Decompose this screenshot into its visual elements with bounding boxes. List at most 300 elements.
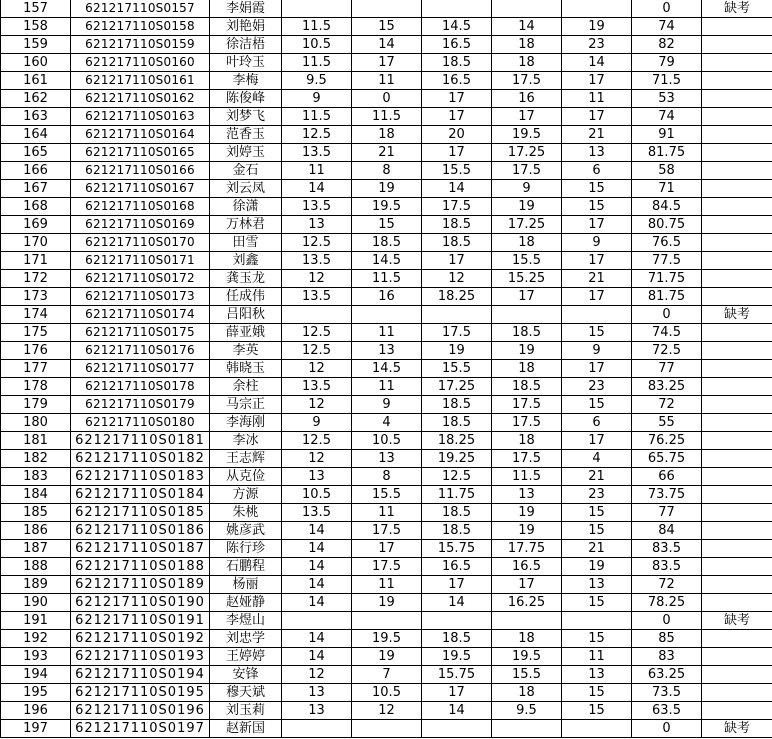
- row-number-cell[interactable]: 173: [1, 288, 71, 306]
- score-2-cell[interactable]: 4: [352, 414, 422, 432]
- student-name-cell[interactable]: 徐潇: [210, 198, 282, 216]
- score-2-cell[interactable]: 8: [352, 162, 422, 180]
- score-1-cell[interactable]: 12.5: [282, 324, 352, 342]
- score-3-cell[interactable]: [422, 720, 492, 738]
- score-2-cell[interactable]: 19.5: [352, 198, 422, 216]
- score-2-cell[interactable]: 17.5: [352, 558, 422, 576]
- row-number-cell[interactable]: 163: [1, 108, 71, 126]
- student-id-cell[interactable]: 621217110S0181: [71, 432, 210, 450]
- score-1-cell[interactable]: 13.5: [282, 288, 352, 306]
- student-name-cell[interactable]: 赵娅静: [210, 594, 282, 612]
- total-score-cell[interactable]: 77: [632, 504, 702, 522]
- score-5-cell[interactable]: 15: [562, 594, 632, 612]
- remark-cell[interactable]: [702, 144, 772, 162]
- score-1-cell[interactable]: 14: [282, 180, 352, 198]
- score-5-cell[interactable]: 15: [562, 396, 632, 414]
- student-id-cell[interactable]: 621217110S0159: [71, 36, 210, 54]
- row-number-cell[interactable]: 162: [1, 90, 71, 108]
- row-number-cell[interactable]: 171: [1, 252, 71, 270]
- score-1-cell[interactable]: [282, 720, 352, 738]
- student-id-cell[interactable]: 621217110S0158: [71, 18, 210, 36]
- score-5-cell[interactable]: 15: [562, 630, 632, 648]
- row-number-cell[interactable]: 181: [1, 432, 71, 450]
- score-4-cell[interactable]: 17.25: [492, 144, 562, 162]
- score-1-cell[interactable]: 12: [282, 270, 352, 288]
- score-2-cell[interactable]: 14.5: [352, 252, 422, 270]
- score-3-cell[interactable]: 19.5: [422, 648, 492, 666]
- remark-cell[interactable]: [702, 450, 772, 468]
- score-3-cell[interactable]: 17: [422, 252, 492, 270]
- score-4-cell[interactable]: 15.5: [492, 666, 562, 684]
- score-4-cell[interactable]: 17.5: [492, 72, 562, 90]
- score-5-cell[interactable]: 6: [562, 414, 632, 432]
- score-4-cell[interactable]: 17.5: [492, 396, 562, 414]
- student-id-cell[interactable]: 621217110S0197: [71, 720, 210, 738]
- score-1-cell[interactable]: 13.5: [282, 252, 352, 270]
- score-4-cell[interactable]: 13: [492, 486, 562, 504]
- remark-cell[interactable]: [702, 108, 772, 126]
- remark-cell[interactable]: [702, 36, 772, 54]
- total-score-cell[interactable]: 0: [632, 720, 702, 738]
- row-number-cell[interactable]: 193: [1, 648, 71, 666]
- student-id-cell[interactable]: 621217110S0180: [71, 414, 210, 432]
- score-1-cell[interactable]: 13.5: [282, 378, 352, 396]
- student-id-cell[interactable]: 621217110S0173: [71, 288, 210, 306]
- score-5-cell[interactable]: 15: [562, 180, 632, 198]
- score-2-cell[interactable]: 14.5: [352, 360, 422, 378]
- row-number-cell[interactable]: 174: [1, 306, 71, 324]
- score-4-cell[interactable]: 18: [492, 630, 562, 648]
- score-2-cell[interactable]: 11: [352, 72, 422, 90]
- score-3-cell[interactable]: 19.25: [422, 450, 492, 468]
- student-name-cell[interactable]: 方源: [210, 486, 282, 504]
- score-4-cell[interactable]: 18.5: [492, 324, 562, 342]
- score-5-cell[interactable]: 15: [562, 702, 632, 720]
- remark-cell[interactable]: [702, 216, 772, 234]
- score-5-cell[interactable]: 17: [562, 288, 632, 306]
- score-3-cell[interactable]: 12.5: [422, 468, 492, 486]
- student-name-cell[interactable]: 薛亚娥: [210, 324, 282, 342]
- score-4-cell[interactable]: 9: [492, 180, 562, 198]
- score-4-cell[interactable]: 16.25: [492, 594, 562, 612]
- remark-cell[interactable]: [702, 486, 772, 504]
- remark-cell[interactable]: [702, 576, 772, 594]
- score-5-cell[interactable]: 15: [562, 684, 632, 702]
- score-1-cell[interactable]: 11.5: [282, 108, 352, 126]
- score-4-cell[interactable]: 9.5: [492, 702, 562, 720]
- score-1-cell[interactable]: 13: [282, 216, 352, 234]
- row-number-cell[interactable]: 168: [1, 198, 71, 216]
- student-name-cell[interactable]: 陈俊峰: [210, 90, 282, 108]
- score-4-cell[interactable]: 17.5: [492, 450, 562, 468]
- row-number-cell[interactable]: 184: [1, 486, 71, 504]
- remark-cell[interactable]: [702, 378, 772, 396]
- row-number-cell[interactable]: 179: [1, 396, 71, 414]
- total-score-cell[interactable]: 63.25: [632, 666, 702, 684]
- student-name-cell[interactable]: 李海刚: [210, 414, 282, 432]
- score-3-cell[interactable]: 15.75: [422, 540, 492, 558]
- remark-cell[interactable]: [702, 324, 772, 342]
- score-3-cell[interactable]: 18.5: [422, 522, 492, 540]
- score-4-cell[interactable]: 15.5: [492, 252, 562, 270]
- total-score-cell[interactable]: 77.5: [632, 252, 702, 270]
- score-1-cell[interactable]: 12: [282, 450, 352, 468]
- score-1-cell[interactable]: [282, 612, 352, 630]
- remark-cell[interactable]: [702, 594, 772, 612]
- score-1-cell[interactable]: 13: [282, 684, 352, 702]
- score-1-cell[interactable]: 11: [282, 162, 352, 180]
- score-2-cell[interactable]: 11: [352, 576, 422, 594]
- score-2-cell[interactable]: 11: [352, 378, 422, 396]
- score-5-cell[interactable]: 17: [562, 432, 632, 450]
- score-2-cell[interactable]: 13: [352, 342, 422, 360]
- score-4-cell[interactable]: 17.5: [492, 414, 562, 432]
- score-4-cell[interactable]: 17.25: [492, 216, 562, 234]
- score-4-cell[interactable]: 18: [492, 432, 562, 450]
- score-1-cell[interactable]: 10.5: [282, 36, 352, 54]
- total-score-cell[interactable]: 71.5: [632, 72, 702, 90]
- student-name-cell[interactable]: 刘艳娟: [210, 18, 282, 36]
- total-score-cell[interactable]: 77: [632, 360, 702, 378]
- student-id-cell[interactable]: 621217110S0162: [71, 90, 210, 108]
- score-4-cell[interactable]: 17.5: [492, 162, 562, 180]
- row-number-cell[interactable]: 180: [1, 414, 71, 432]
- row-number-cell[interactable]: 160: [1, 54, 71, 72]
- remark-cell[interactable]: [702, 630, 772, 648]
- score-1-cell[interactable]: [282, 306, 352, 324]
- row-number-cell[interactable]: 172: [1, 270, 71, 288]
- student-id-cell[interactable]: 621217110S0190: [71, 594, 210, 612]
- score-1-cell[interactable]: 14: [282, 648, 352, 666]
- total-score-cell[interactable]: 83.5: [632, 558, 702, 576]
- row-number-cell[interactable]: 158: [1, 18, 71, 36]
- student-name-cell[interactable]: 韩晓玉: [210, 360, 282, 378]
- student-name-cell[interactable]: 马宗正: [210, 396, 282, 414]
- student-id-cell[interactable]: 621217110S0166: [71, 162, 210, 180]
- score-3-cell[interactable]: 16.5: [422, 36, 492, 54]
- row-number-cell[interactable]: 169: [1, 216, 71, 234]
- row-number-cell[interactable]: 186: [1, 522, 71, 540]
- score-1-cell[interactable]: 13.5: [282, 504, 352, 522]
- score-5-cell[interactable]: 21: [562, 126, 632, 144]
- score-3-cell[interactable]: 17: [422, 684, 492, 702]
- score-2-cell[interactable]: [352, 0, 422, 18]
- total-score-cell[interactable]: 0: [632, 0, 702, 18]
- row-number-cell[interactable]: 194: [1, 666, 71, 684]
- score-5-cell[interactable]: [562, 0, 632, 18]
- score-1-cell[interactable]: 12: [282, 666, 352, 684]
- row-number-cell[interactable]: 188: [1, 558, 71, 576]
- remark-cell[interactable]: [702, 162, 772, 180]
- student-id-cell[interactable]: 621217110S0160: [71, 54, 210, 72]
- student-name-cell[interactable]: 王志辉: [210, 450, 282, 468]
- score-2-cell[interactable]: 17.5: [352, 522, 422, 540]
- score-1-cell[interactable]: 9: [282, 90, 352, 108]
- remark-cell[interactable]: [702, 648, 772, 666]
- student-name-cell[interactable]: 万林君: [210, 216, 282, 234]
- score-2-cell[interactable]: 19: [352, 594, 422, 612]
- score-5-cell[interactable]: 17: [562, 252, 632, 270]
- score-5-cell[interactable]: 13: [562, 666, 632, 684]
- student-name-cell[interactable]: 范香玉: [210, 126, 282, 144]
- student-name-cell[interactable]: 从克俭: [210, 468, 282, 486]
- score-5-cell[interactable]: 15: [562, 198, 632, 216]
- score-2-cell[interactable]: 11: [352, 504, 422, 522]
- row-number-cell[interactable]: 170: [1, 234, 71, 252]
- score-2-cell[interactable]: 7: [352, 666, 422, 684]
- score-2-cell[interactable]: 16: [352, 288, 422, 306]
- total-score-cell[interactable]: 53: [632, 90, 702, 108]
- student-id-cell[interactable]: 621217110S0177: [71, 360, 210, 378]
- row-number-cell[interactable]: 190: [1, 594, 71, 612]
- score-2-cell[interactable]: 17: [352, 540, 422, 558]
- remark-cell[interactable]: 缺考: [702, 0, 772, 18]
- score-2-cell[interactable]: 11.5: [352, 270, 422, 288]
- score-4-cell[interactable]: [492, 0, 562, 18]
- score-4-cell[interactable]: 18: [492, 234, 562, 252]
- score-2-cell[interactable]: 19.5: [352, 630, 422, 648]
- score-5-cell[interactable]: 23: [562, 36, 632, 54]
- student-name-cell[interactable]: 金石: [210, 162, 282, 180]
- score-1-cell[interactable]: 13: [282, 702, 352, 720]
- score-5-cell[interactable]: 6: [562, 162, 632, 180]
- total-score-cell[interactable]: 0: [632, 306, 702, 324]
- total-score-cell[interactable]: 83.25: [632, 378, 702, 396]
- score-4-cell[interactable]: [492, 306, 562, 324]
- total-score-cell[interactable]: 78.25: [632, 594, 702, 612]
- student-id-cell[interactable]: 621217110S0157: [71, 0, 210, 18]
- score-3-cell[interactable]: [422, 306, 492, 324]
- row-number-cell[interactable]: 192: [1, 630, 71, 648]
- score-3-cell[interactable]: 14: [422, 180, 492, 198]
- score-1-cell[interactable]: [282, 0, 352, 18]
- total-score-cell[interactable]: 74: [632, 18, 702, 36]
- total-score-cell[interactable]: 80.75: [632, 216, 702, 234]
- score-2-cell[interactable]: 15.5: [352, 486, 422, 504]
- score-3-cell[interactable]: 15.5: [422, 162, 492, 180]
- remark-cell[interactable]: 缺考: [702, 612, 772, 630]
- score-1-cell[interactable]: 14: [282, 576, 352, 594]
- score-1-cell[interactable]: 14: [282, 630, 352, 648]
- remark-cell[interactable]: [702, 684, 772, 702]
- total-score-cell[interactable]: 84.5: [632, 198, 702, 216]
- student-id-cell[interactable]: 621217110S0174: [71, 306, 210, 324]
- score-5-cell[interactable]: [562, 306, 632, 324]
- row-number-cell[interactable]: 177: [1, 360, 71, 378]
- student-id-cell[interactable]: 621217110S0184: [71, 486, 210, 504]
- score-2-cell[interactable]: 18.5: [352, 234, 422, 252]
- score-5-cell[interactable]: 13: [562, 144, 632, 162]
- student-name-cell[interactable]: 姚彦武: [210, 522, 282, 540]
- total-score-cell[interactable]: 0: [632, 612, 702, 630]
- score-5-cell[interactable]: 19: [562, 18, 632, 36]
- remark-cell[interactable]: [702, 414, 772, 432]
- student-name-cell[interactable]: 石鹏程: [210, 558, 282, 576]
- score-5-cell[interactable]: 23: [562, 378, 632, 396]
- score-1-cell[interactable]: 12.5: [282, 234, 352, 252]
- score-4-cell[interactable]: 19.5: [492, 648, 562, 666]
- total-score-cell[interactable]: 66: [632, 468, 702, 486]
- score-4-cell[interactable]: 17: [492, 576, 562, 594]
- score-4-cell[interactable]: 18: [492, 54, 562, 72]
- score-1-cell[interactable]: 12.5: [282, 432, 352, 450]
- score-2-cell[interactable]: 21: [352, 144, 422, 162]
- score-4-cell[interactable]: 14: [492, 18, 562, 36]
- student-name-cell[interactable]: 李梅: [210, 72, 282, 90]
- row-number-cell[interactable]: 166: [1, 162, 71, 180]
- score-5-cell[interactable]: 14: [562, 54, 632, 72]
- student-id-cell[interactable]: 621217110S0182: [71, 450, 210, 468]
- score-3-cell[interactable]: [422, 612, 492, 630]
- score-1-cell[interactable]: 14: [282, 540, 352, 558]
- student-id-cell[interactable]: 621217110S0168: [71, 198, 210, 216]
- score-1-cell[interactable]: 13: [282, 468, 352, 486]
- student-id-cell[interactable]: 621217110S0170: [71, 234, 210, 252]
- student-id-cell[interactable]: 621217110S0178: [71, 378, 210, 396]
- remark-cell[interactable]: 缺考: [702, 720, 772, 738]
- student-name-cell[interactable]: 李冰: [210, 432, 282, 450]
- remark-cell[interactable]: [702, 540, 772, 558]
- student-name-cell[interactable]: 余柱: [210, 378, 282, 396]
- student-id-cell[interactable]: 621217110S0186: [71, 522, 210, 540]
- score-1-cell[interactable]: 14: [282, 558, 352, 576]
- score-3-cell[interactable]: 14: [422, 594, 492, 612]
- student-name-cell[interactable]: 刘鑫: [210, 252, 282, 270]
- student-id-cell[interactable]: 621217110S0164: [71, 126, 210, 144]
- remark-cell[interactable]: [702, 360, 772, 378]
- score-4-cell[interactable]: [492, 720, 562, 738]
- remark-cell[interactable]: [702, 18, 772, 36]
- score-3-cell[interactable]: 18.5: [422, 504, 492, 522]
- total-score-cell[interactable]: 72: [632, 396, 702, 414]
- score-4-cell[interactable]: 16.5: [492, 558, 562, 576]
- score-4-cell[interactable]: 15.25: [492, 270, 562, 288]
- score-4-cell[interactable]: 18: [492, 684, 562, 702]
- student-id-cell[interactable]: 621217110S0161: [71, 72, 210, 90]
- total-score-cell[interactable]: 79: [632, 54, 702, 72]
- remark-cell[interactable]: [702, 504, 772, 522]
- remark-cell[interactable]: [702, 126, 772, 144]
- score-1-cell[interactable]: 12: [282, 396, 352, 414]
- total-score-cell[interactable]: 83: [632, 648, 702, 666]
- score-5-cell[interactable]: 15: [562, 522, 632, 540]
- remark-cell[interactable]: [702, 702, 772, 720]
- score-2-cell[interactable]: [352, 720, 422, 738]
- score-5-cell[interactable]: 9: [562, 234, 632, 252]
- score-3-cell[interactable]: 17: [422, 144, 492, 162]
- remark-cell[interactable]: [702, 522, 772, 540]
- score-4-cell[interactable]: 17.75: [492, 540, 562, 558]
- total-score-cell[interactable]: 81.75: [632, 288, 702, 306]
- score-4-cell[interactable]: 19: [492, 504, 562, 522]
- score-5-cell[interactable]: [562, 720, 632, 738]
- score-3-cell[interactable]: 17: [422, 108, 492, 126]
- total-score-cell[interactable]: 73.75: [632, 486, 702, 504]
- total-score-cell[interactable]: 58: [632, 162, 702, 180]
- score-1-cell[interactable]: 9.5: [282, 72, 352, 90]
- remark-cell[interactable]: [702, 558, 772, 576]
- score-3-cell[interactable]: 15.75: [422, 666, 492, 684]
- student-id-cell[interactable]: 621217110S0189: [71, 576, 210, 594]
- remark-cell[interactable]: [702, 468, 772, 486]
- student-name-cell[interactable]: 龚玉龙: [210, 270, 282, 288]
- total-score-cell[interactable]: 71.75: [632, 270, 702, 288]
- score-5-cell[interactable]: 15: [562, 324, 632, 342]
- student-id-cell[interactable]: 621217110S0196: [71, 702, 210, 720]
- score-2-cell[interactable]: 15: [352, 216, 422, 234]
- total-score-cell[interactable]: 83.5: [632, 540, 702, 558]
- remark-cell[interactable]: [702, 198, 772, 216]
- score-5-cell[interactable]: 17: [562, 72, 632, 90]
- student-id-cell[interactable]: 621217110S0187: [71, 540, 210, 558]
- student-name-cell[interactable]: 赵新国: [210, 720, 282, 738]
- total-score-cell[interactable]: 72.5: [632, 342, 702, 360]
- row-number-cell[interactable]: 187: [1, 540, 71, 558]
- remark-cell[interactable]: [702, 234, 772, 252]
- student-name-cell[interactable]: 李英: [210, 342, 282, 360]
- score-2-cell[interactable]: [352, 612, 422, 630]
- student-id-cell[interactable]: 621217110S0179: [71, 396, 210, 414]
- score-2-cell[interactable]: 17: [352, 54, 422, 72]
- score-3-cell[interactable]: 12: [422, 270, 492, 288]
- total-score-cell[interactable]: 76.25: [632, 432, 702, 450]
- total-score-cell[interactable]: 55: [632, 414, 702, 432]
- score-5-cell[interactable]: [562, 612, 632, 630]
- student-name-cell[interactable]: 朱桃: [210, 504, 282, 522]
- student-id-cell[interactable]: 621217110S0167: [71, 180, 210, 198]
- remark-cell[interactable]: [702, 288, 772, 306]
- student-id-cell[interactable]: 621217110S0192: [71, 630, 210, 648]
- remark-cell[interactable]: [702, 72, 772, 90]
- score-5-cell[interactable]: 13: [562, 576, 632, 594]
- score-4-cell[interactable]: 18: [492, 360, 562, 378]
- row-number-cell[interactable]: 185: [1, 504, 71, 522]
- score-2-cell[interactable]: 19: [352, 180, 422, 198]
- student-id-cell[interactable]: 621217110S0183: [71, 468, 210, 486]
- score-4-cell[interactable]: 17: [492, 108, 562, 126]
- student-name-cell[interactable]: 王婷婷: [210, 648, 282, 666]
- student-name-cell[interactable]: 刘玉莉: [210, 702, 282, 720]
- score-2-cell[interactable]: 11.5: [352, 108, 422, 126]
- score-2-cell[interactable]: 13: [352, 450, 422, 468]
- remark-cell[interactable]: [702, 180, 772, 198]
- score-5-cell[interactable]: 21: [562, 540, 632, 558]
- score-2-cell[interactable]: 10.5: [352, 432, 422, 450]
- total-score-cell[interactable]: 73.5: [632, 684, 702, 702]
- score-3-cell[interactable]: [422, 0, 492, 18]
- score-4-cell[interactable]: 18.5: [492, 378, 562, 396]
- score-5-cell[interactable]: 15: [562, 504, 632, 522]
- row-number-cell[interactable]: 195: [1, 684, 71, 702]
- score-4-cell[interactable]: 19: [492, 522, 562, 540]
- student-id-cell[interactable]: 621217110S0176: [71, 342, 210, 360]
- total-score-cell[interactable]: 84: [632, 522, 702, 540]
- row-number-cell[interactable]: 175: [1, 324, 71, 342]
- student-id-cell[interactable]: 621217110S0171: [71, 252, 210, 270]
- score-3-cell[interactable]: 14.5: [422, 18, 492, 36]
- score-1-cell[interactable]: 13.5: [282, 144, 352, 162]
- row-number-cell[interactable]: 189: [1, 576, 71, 594]
- score-2-cell[interactable]: 10.5: [352, 684, 422, 702]
- score-1-cell[interactable]: 12.5: [282, 126, 352, 144]
- score-2-cell[interactable]: 8: [352, 468, 422, 486]
- student-id-cell[interactable]: 621217110S0163: [71, 108, 210, 126]
- total-score-cell[interactable]: 76.5: [632, 234, 702, 252]
- score-3-cell[interactable]: 20: [422, 126, 492, 144]
- score-1-cell[interactable]: 11.5: [282, 18, 352, 36]
- remark-cell[interactable]: [702, 54, 772, 72]
- score-5-cell[interactable]: 17: [562, 360, 632, 378]
